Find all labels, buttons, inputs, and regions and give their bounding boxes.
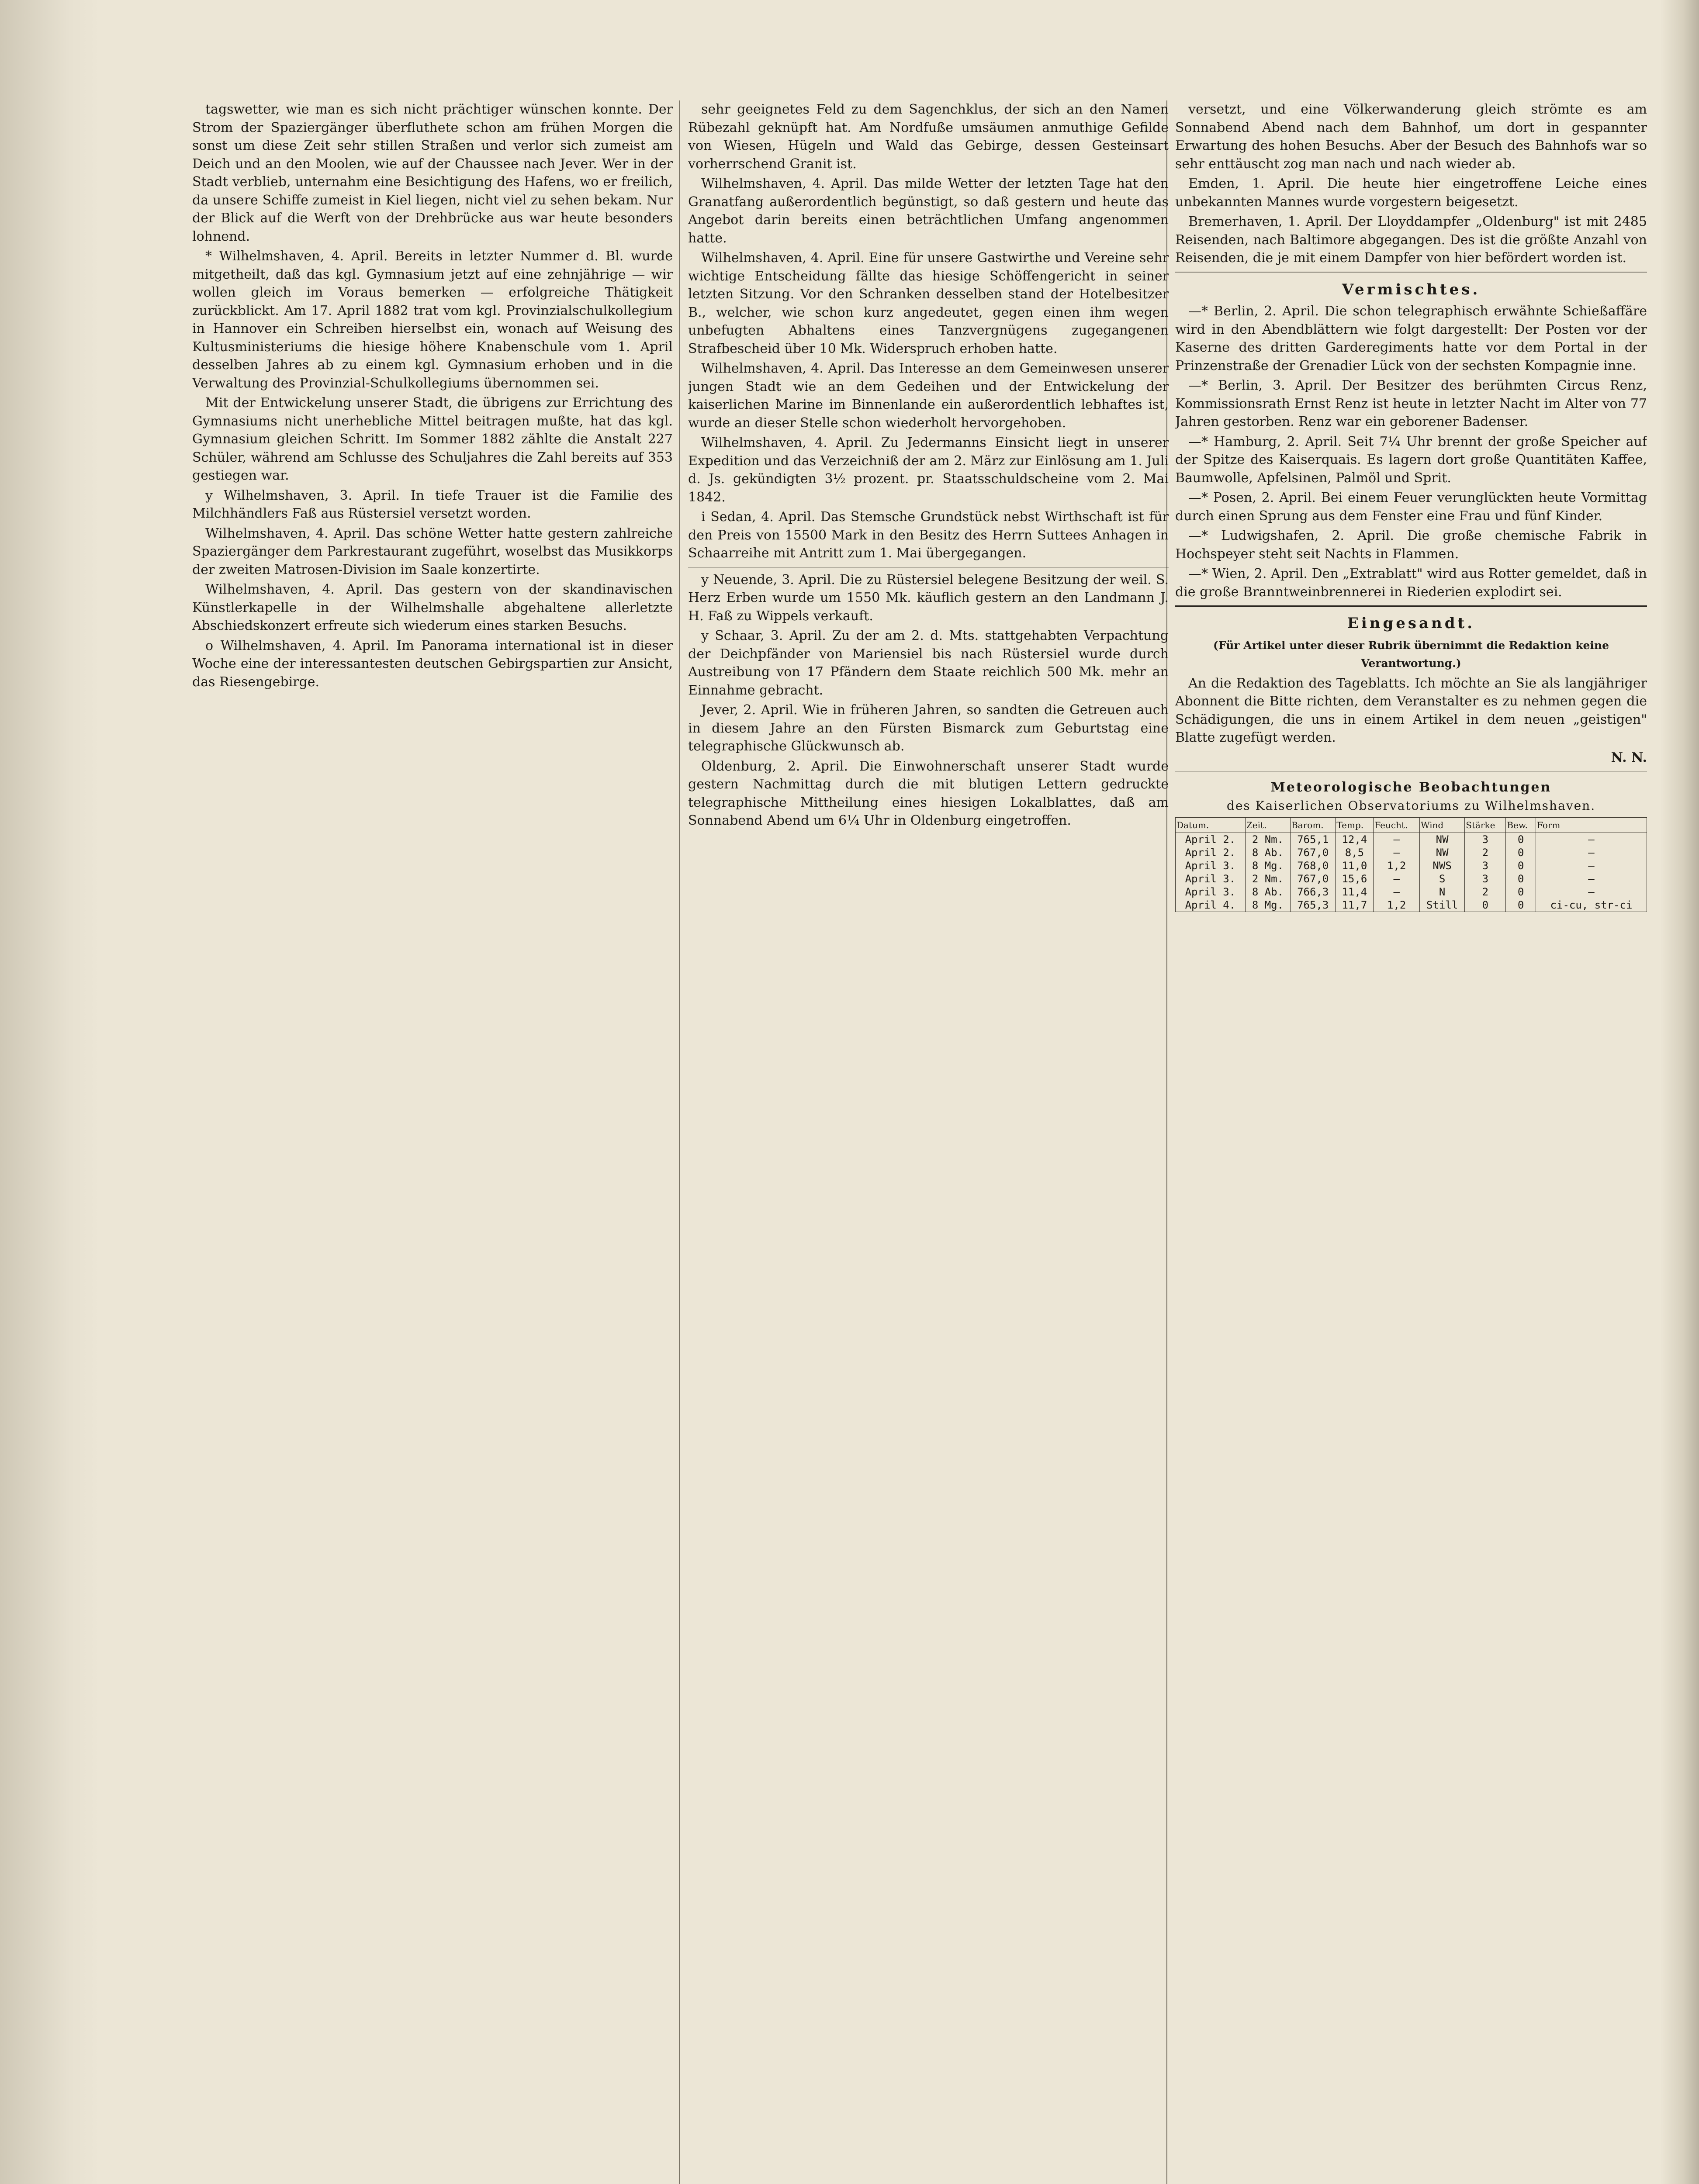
paragraph: Wilhelmshaven, 4. April. Zu Jedermanns Einsicht liegt in unserer Expedition und das Verzeichniß der am 2. März zur Einlösung am 1. Juli d. Js. gekündigten 3½ prozent. pr. Staatsschuldscheine vom 2. Mai 1842. [688,435,1169,505]
weather-cell: 0 [1506,859,1536,872]
paragraph: Oldenburg, 2. April. Die Einwohnerschaft unserer Stadt wurde gestern Nachmittag durch die mit blutigen Lettern gedruckte telegraphische Mittheilung eines hiesigen Lokalblattes, daß am Sonnabend Abend um 6¼ Uhr in Oldenburg eingetroffen. [688,758,1169,828]
weather-cell: 2 [1465,885,1506,898]
paragraph: —* Wien, 2. April. Den „Extrablatt" wird aus Rotter gemeldet, daß in die große Branntweinbrennerei in Riederien explodirt sei. [1175,566,1647,600]
weather-cell: 11,0 [1336,859,1374,872]
weather-cell: NWS [1419,859,1464,872]
weather-cell: 3 [1465,859,1506,872]
weather-cell: 0 [1506,898,1536,912]
weather-cell: 2 [1465,846,1506,859]
column-divider [679,100,680,2184]
weather-cell: 12,4 [1336,833,1374,847]
section-rule [1175,272,1647,273]
section-rule [1175,605,1647,607]
weather-cell: April 4. [1176,898,1246,912]
weather-table-body [1176,833,1647,912]
paragraph: Emden, 1. April. Die heute hier eingetroffene Leiche eines unbekannten Mannes wurde vorgestern beigesetzt. [1175,176,1647,210]
paragraph: y Neuende, 3. April. Die zu Rüstersiel belegene Besitzung der weil. S. Herz Erben wurde um 1550 Mk. käuflich gestern an den Landmann J. H. Faß zu Wippels verkauft. [688,572,1169,624]
column-2 [688,100,1169,2184]
paragraph: Wilhelmshaven, 4. April. Das gestern von der skandinavischen Künstlerkapelle in der Wilhelmshalle abgehaltene allerletzte Abschiedskonzert erfreute sich wiederum eines starken Besuchs. [192,582,673,633]
weather-row [1176,872,1647,885]
weather-cell: 1,2 [1374,898,1420,912]
weather-header: Feucht. [1374,818,1420,833]
weather-cell: 767,0 [1291,872,1336,885]
weather-row [1176,833,1647,847]
weather-cell: — [1536,885,1647,898]
paragraph: Wilhelmshaven, 4. April. Das Interesse an dem Gemeinwesen unserer jungen Stadt wie an dem Gedeihen und der Entwickelung der kaiserlichen Marine im Binnenlande ein außerordentlich lebhaftes ist, wurde an dieser Stelle schon wiederholt hervorgehoben. [688,361,1169,431]
paragraph: An die Redaktion des Tageblatts. Ich möchte an Sie als langjähriger Abonnent die Bitte richten, dem Veranstalter es zu nehmen gegen die Schädigungen, die uns in einem Artikel in dem neuen „geistigen" Blatte zugefügt werden. [1175,675,1647,745]
weather-cell: — [1536,833,1647,847]
paragraph: —* Posen, 2. April. Bei einem Feuer verunglückten heute Vormittag durch einen Sprung aus dem Fenster eine Frau und fünf Kinder. [1175,490,1647,524]
weather-cell: 8 Ab. [1245,846,1290,859]
weather-cell: — [1374,885,1420,898]
paragraph: Bremerhaven, 1. April. Der Lloyddampfer „Oldenburg" ist mit 2485 Reisenden, nach Baltimore abgegangen. Des ist die größte Anzahl von Reisenden, die je mit einem Dampfer von hier befördert worden ist. [1175,214,1647,266]
section-title-vermischtes: Vermischtes. [1342,280,1481,298]
weather-cell: 0 [1506,885,1536,898]
weather-cell: 8 Mg. [1245,859,1290,872]
weather-cell: 8 Ab. [1245,885,1290,898]
weather-cell: — [1374,833,1420,847]
weather-cell: — [1536,872,1647,885]
weather-cell: NW [1419,833,1464,847]
paragraph: o Wilhelmshaven, 4. April. Im Panorama international ist in dieser Woche eine der interessantesten deutschen Gebirgspartien zur Ansicht, das Riesengebirge. [192,638,673,690]
weather-cell: 768,0 [1291,859,1336,872]
weather-cell: — [1374,846,1420,859]
paragraph: sehr geeignetes Feld zu dem Sagenchklus, der sich an den Namen Rübezahl geknüpft hat. Am Nordfuße umsäumen anmuthige Gefilde von Wiesen, Hügeln und Wald das Gebirge, dessen Gesteinsart vorherrschend Granit ist. [688,102,1169,172]
section-rule [688,567,1169,568]
weather-cell: — [1536,859,1647,872]
weather-cell: ci-cu, str-ci [1536,898,1647,912]
weather-cell: 11,7 [1336,898,1374,912]
weather-cell: 1,2 [1374,859,1420,872]
weather-cell: 765,3 [1291,898,1336,912]
weather-cell: 0 [1506,872,1536,885]
weather-cell: April 2. [1176,846,1246,859]
weather-cell: 2 Nm. [1245,833,1290,847]
paragraph: * Wilhelmshaven, 4. April. Bereits in letzter Nummer d. Bl. wurde mitgetheilt, daß das kgl. Gymnasium jetzt auf eine zehnjährige — wir wollen gleich im Voraus bemerken — erfolgreiche Thätigkeit zurückblickt. Am 17. April 1882 trat vom kgl. Provinzialschulkollegium in Hannover ein Schreiben hierselbst ein, wonach auf Weisung des Kultusministeriums die hiesige höhere Knabenschule vom 1. April desselben Jahres ab zu einem kgl. Gymnasium erhoben und in die Verwaltung des Provinzial-Schulkollegiums übernommen sei. [192,249,673,391]
weather-cell: NW [1419,846,1464,859]
weather-cell: 2 Nm. [1245,872,1290,885]
weather-header: Zeit. [1245,818,1290,833]
editorial-note: (Für Artikel unter dieser Rubrik übernimmt die Redaktion keine Verantwortung.) [1213,639,1609,670]
weather-header: Stärke [1465,818,1506,833]
paragraph: Jever, 2. April. Wie in früheren Jahren, so sandten die Getreuen auch in diesem Jahre an den Fürsten Bismarck zum Geburtstag eine telegraphische Glückwunsch ab. [688,702,1169,754]
paragraph: —* Hamburg, 2. April. Seit 7¼ Uhr brennt der große Speicher auf der Spitze des Kaiserquais. Es lagern dort große Quantitäten Kaffee, Baumwolle, Apfelsinen, Palmöl und Sprit. [1175,434,1647,486]
weather-header-row [1176,818,1647,833]
paragraph: tagswetter, wie man es sich nicht prächtiger wünschen konnte. Der Strom der Spaziergänger überfluthete schon am frühen Morgen die sonst um diese Zeit sehr stillen Straßen und verlor sich zumeist am Deich und an den Moolen, wie auf der Chaussee nach Jever. Wer in der Stadt verblieb, unternahm eine Besichtigung des Hafens, wo er freilich, da unsere Schiffe zumeist in Kiel liegen, nicht viel zu sehen bekam. Nur der Blick auf die Werft von der Drehbrücke aus war heute besonders lohnend. [192,102,673,244]
paragraph: Mit der Entwickelung unserer Stadt, die übrigens zur Errichtung des Gymnasiums nicht unerhebliche Mittel beitragen mußte, hat das kgl. Gymnasium gleichen Schritt. Im Sommer 1882 zählte die Anstalt 227 Schüler, während am Schlusse des Schuljahres die Zahl bereits auf 353 gestiegen war. [192,395,673,483]
paragraph: Wilhelmshaven, 4. April. Das schöne Wetter hatte gestern zahlreiche Spaziergänger dem Parkrestaurant zugeführt, woselbst das Musikkorps der zweiten Matrosen-Division im Saale konzertirte. [192,525,673,577]
paragraph: Wilhelmshaven, 4. April. Das milde Wetter der letzten Tage hat den Granatfang außerordentlich begünstigt, so daß gestern und heute das Angebot darin bereits einen beträchtlichen Umfang angenommen hatte. [688,176,1169,246]
paragraph: —* Ludwigshafen, 2. April. Die große chemische Fabrik in Hochspeyer steht seit Nachts in Flammen. [1175,528,1647,562]
weather-cell: — [1374,872,1420,885]
weather-table [1175,817,1647,912]
paragraph: y Schaar, 3. April. Zu der am 2. d. Mts. stattgehabten Verpachtung der Deichpfänder von Mariensiel bis nach Rüstersiel wurde durch Austreibung von 17 Pfändern dem Staate reichlich 500 Mk. mehr an Einnahme gebracht. [688,628,1169,698]
weather-row [1176,846,1647,859]
column-3 [1175,100,1647,2184]
weather-cell: — [1536,846,1647,859]
weather-cell: 0 [1465,898,1506,912]
weather-cell: 3 [1465,833,1506,847]
weather-row [1176,859,1647,872]
section-rule [1175,771,1647,772]
weather-cell: 766,3 [1291,885,1336,898]
paragraph: —* Berlin, 2. April. Die schon telegraphisch erwähnte Schießaffäre wird in den Abendblättern wie folgt dargestellt: Der Posten vor der Kaserne des dritten Garderegiments hatte vor dem Portal in der Prinzenstraße der Grenadier Lück von der sechsten Kompagnie inne. [1175,304,1647,373]
weather-cell: April 3. [1176,859,1246,872]
weather-cell: 767,0 [1291,846,1336,859]
weather-cell: 11,4 [1336,885,1374,898]
weather-cell: 3 [1465,872,1506,885]
weather-cell: April 3. [1176,872,1246,885]
paragraph: Wilhelmshaven, 4. April. Eine für unsere Gastwirthe und Vereine sehr wichtige Entscheidung fällte das hiesige Schöffengericht in seiner letzten Sitzung. Vor den Schranken desselben stand der Hotelbesitzer B., welcher, wie schon kurz angedeutet, gegen einen ihm wegen unbefugten Abhaltens eines Tanzvergnügens zugegangenen Strafbescheid über 10 Mk. Widerspruch erhoben hatte. [688,250,1169,356]
weather-cell: 0 [1506,833,1536,847]
weather-table-title: Meteorologische Beobachtungen [1270,780,1552,795]
weather-cell: 8,5 [1336,846,1374,859]
column-1 [192,100,673,2184]
section-title-eingesandt: Eingesandt. [1347,615,1475,632]
weather-header: Bew. [1506,818,1536,833]
book-binding-gutter [0,0,100,2184]
signature: N. N. [1611,750,1647,765]
weather-cell: 765,1 [1291,833,1336,847]
weather-cell: 8 Mg. [1245,898,1290,912]
page-edge [1660,0,1699,2184]
weather-cell: 0 [1506,846,1536,859]
weather-header: Barom. [1291,818,1336,833]
weather-row [1176,898,1647,912]
weather-cell: April 2. [1176,833,1246,847]
weather-header: Wind [1419,818,1464,833]
paragraph: —* Berlin, 3. April. Der Besitzer des berühmten Circus Renz, Kommissionsrath Ernst Renz ist heute in letzter Nacht im Alter von 77 Jahren gestorben. Renz war ein geborener Badenser. [1175,378,1647,429]
weather-cell: S [1419,872,1464,885]
paragraph: versetzt, und eine Völkerwanderung gleich strömte es am Sonnabend Abend nach dem Bahnhof, um dort in gespannter Erwartung des hohen Besuchs. Aber der Besuch des Bahnhofs war so sehr enttäuscht zog man nach und nach wieder ab. [1175,102,1647,172]
weather-header: Temp. [1336,818,1374,833]
weather-cell: Still [1419,898,1464,912]
weather-cell: 15,6 [1336,872,1374,885]
weather-header: Datum. [1176,818,1246,833]
weather-row [1176,885,1647,898]
paragraph: y Wilhelmshaven, 3. April. In tiefe Trauer ist die Familie des Milchhändlers Faß aus Rüstersiel versetzt worden. [192,487,673,521]
weather-cell: N [1419,885,1464,898]
weather-table-subtitle: des Kaiserlichen Observatoriums zu Wilhelmshaven. [1226,798,1596,813]
paragraph: i Sedan, 4. April. Das Stemsche Grundstück nebst Wirthschaft ist für den Preis von 15500 Mark in den Besitz des Herrn Suttees Anhagen in Schaarreihe mit Antritt zum 1. Mai übergegangen. [688,509,1169,561]
weather-header: Form [1536,818,1647,833]
weather-cell: April 3. [1176,885,1246,898]
